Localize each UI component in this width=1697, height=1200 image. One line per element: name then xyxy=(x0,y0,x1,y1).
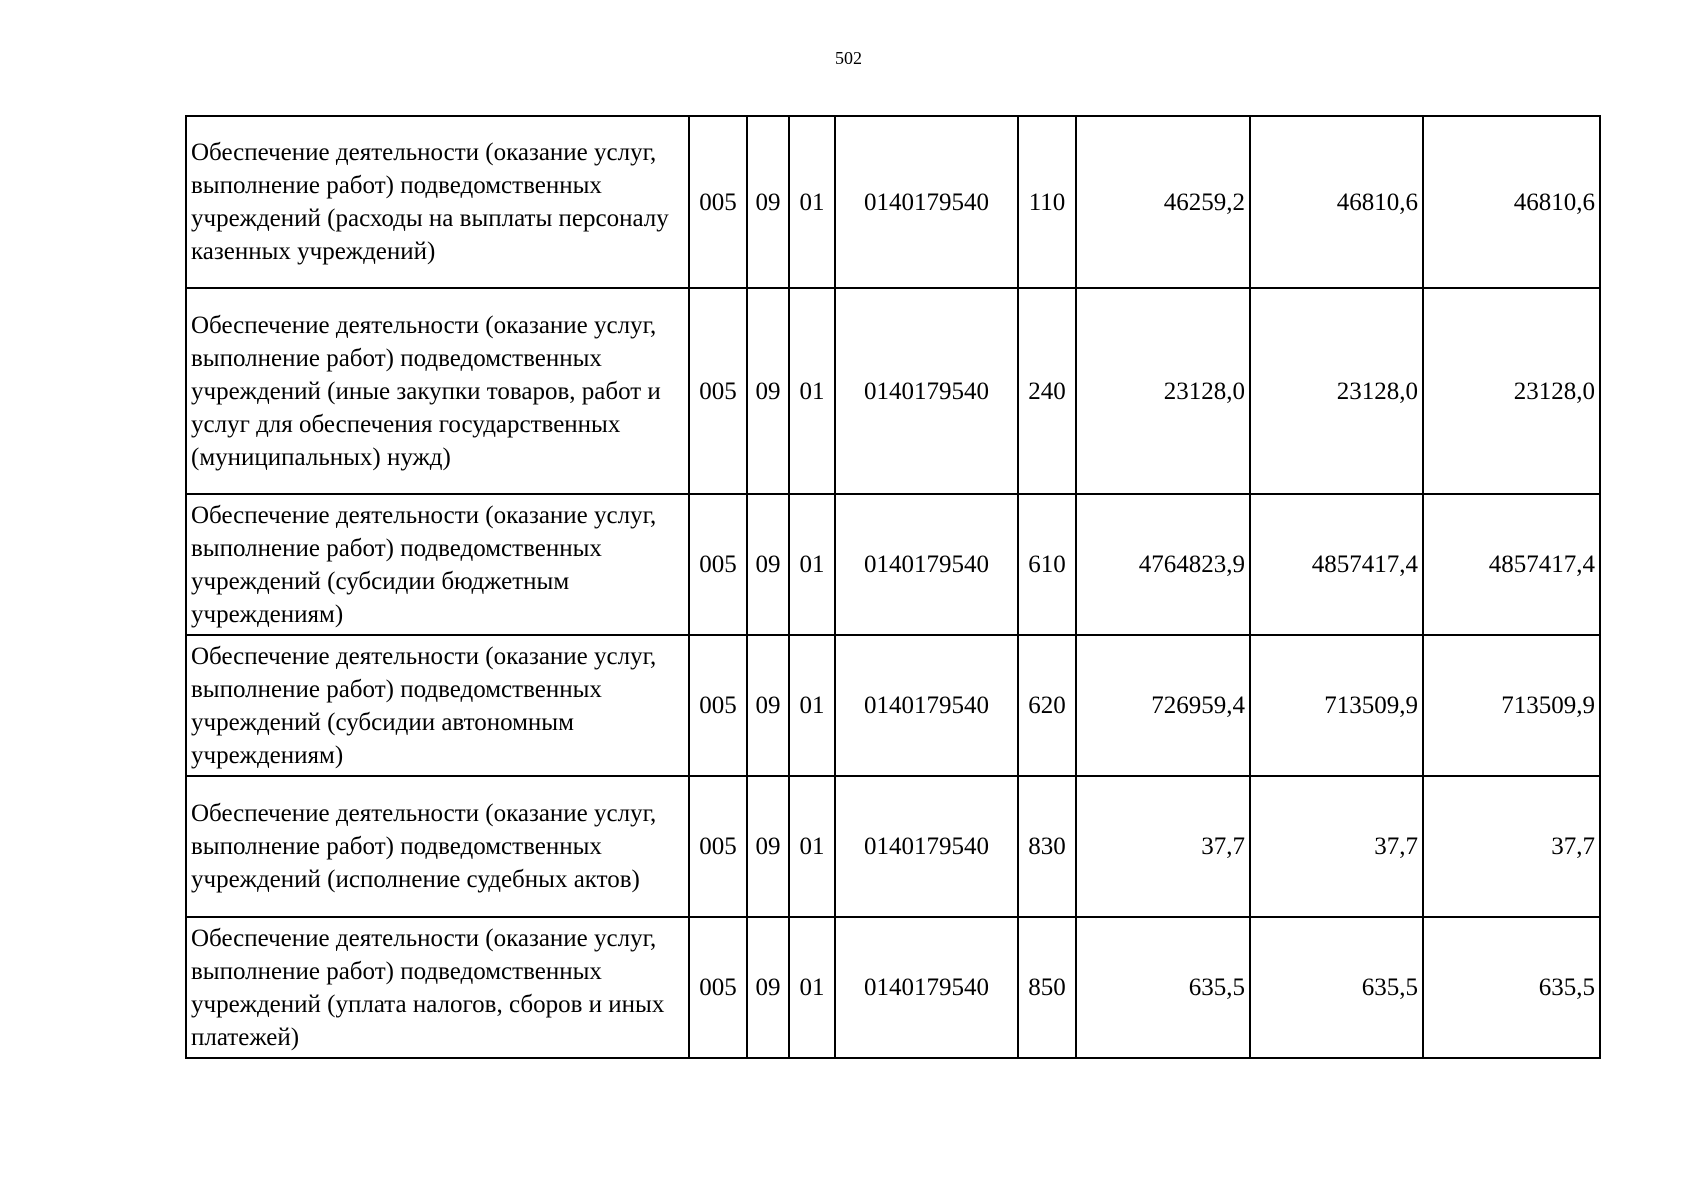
ministry-code: 005 xyxy=(689,494,747,635)
ministry-code: 005 xyxy=(689,116,747,288)
row-description: Обеспечение деятельности (оказание услуг, выполнение работ) подведомственных учреждений (иные закупки товаров, работ и услуг для обеспечения государственных (муниципальных) нужд) xyxy=(186,288,689,494)
amount-3: 46810,6 xyxy=(1423,116,1600,288)
amount-2: 713509,9 xyxy=(1250,635,1423,776)
ministry-code: 005 xyxy=(689,635,747,776)
amount-3: 4857417,4 xyxy=(1423,494,1600,635)
ministry-code: 005 xyxy=(689,917,747,1058)
amount-1: 635,5 xyxy=(1076,917,1250,1058)
subsection-code: 01 xyxy=(789,917,835,1058)
ministry-code: 005 xyxy=(689,288,747,494)
expense-type-code: 610 xyxy=(1018,494,1076,635)
row-description: Обеспечение деятельности (оказание услуг, выполнение работ) подведомственных учреждений (субсидии автономным учреждениям) xyxy=(186,635,689,776)
amount-3: 635,5 xyxy=(1423,917,1600,1058)
row-description: Обеспечение деятельности (оказание услуг, выполнение работ) подведомственных учреждений (уплата налогов, сборов и иных платежей) xyxy=(186,917,689,1058)
target-article-code: 0140179540 xyxy=(835,776,1018,917)
subsection-code: 01 xyxy=(789,776,835,917)
target-article-code: 0140179540 xyxy=(835,917,1018,1058)
target-article-code: 0140179540 xyxy=(835,116,1018,288)
amount-1: 37,7 xyxy=(1076,776,1250,917)
section-code: 09 xyxy=(747,635,789,776)
row-description: Обеспечение деятельности (оказание услуг, выполнение работ) подведомственных учреждений (расходы на выплаты персоналу казенных учреждений) xyxy=(186,116,689,288)
table-row xyxy=(186,116,1600,288)
row-description: Обеспечение деятельности (оказание услуг, выполнение работ) подведомственных учреждений (исполнение судебных актов) xyxy=(186,776,689,917)
subsection-code: 01 xyxy=(789,494,835,635)
amount-1: 46259,2 xyxy=(1076,116,1250,288)
subsection-code: 01 xyxy=(789,635,835,776)
amount-2: 23128,0 xyxy=(1250,288,1423,494)
amount-3: 37,7 xyxy=(1423,776,1600,917)
table-row xyxy=(186,917,1600,1058)
table-row xyxy=(186,635,1600,776)
amount-1: 726959,4 xyxy=(1076,635,1250,776)
expense-type-code: 620 xyxy=(1018,635,1076,776)
target-article-code: 0140179540 xyxy=(835,635,1018,776)
section-code: 09 xyxy=(747,116,789,288)
page-number: 502 xyxy=(835,48,862,68)
amount-2: 635,5 xyxy=(1250,917,1423,1058)
table-row xyxy=(186,288,1600,494)
amount-2: 46810,6 xyxy=(1250,116,1423,288)
amount-1: 4764823,9 xyxy=(1076,494,1250,635)
table-row xyxy=(186,776,1600,917)
subsection-code: 01 xyxy=(789,116,835,288)
section-code: 09 xyxy=(747,917,789,1058)
expense-type-code: 830 xyxy=(1018,776,1076,917)
amount-3: 23128,0 xyxy=(1423,288,1600,494)
section-code: 09 xyxy=(747,494,789,635)
amount-2: 37,7 xyxy=(1250,776,1423,917)
budget-table xyxy=(185,115,1601,1059)
amount-3: 713509,9 xyxy=(1423,635,1600,776)
target-article-code: 0140179540 xyxy=(835,288,1018,494)
expense-type-code: 240 xyxy=(1018,288,1076,494)
target-article-code: 0140179540 xyxy=(835,494,1018,635)
table-row xyxy=(186,494,1600,635)
row-description: Обеспечение деятельности (оказание услуг, выполнение работ) подведомственных учреждений (субсидии бюджетным учреждениям) xyxy=(186,494,689,635)
section-code: 09 xyxy=(747,288,789,494)
amount-2: 4857417,4 xyxy=(1250,494,1423,635)
expense-type-code: 110 xyxy=(1018,116,1076,288)
section-code: 09 xyxy=(747,776,789,917)
expense-type-code: 850 xyxy=(1018,917,1076,1058)
subsection-code: 01 xyxy=(789,288,835,494)
ministry-code: 005 xyxy=(689,776,747,917)
amount-1: 23128,0 xyxy=(1076,288,1250,494)
